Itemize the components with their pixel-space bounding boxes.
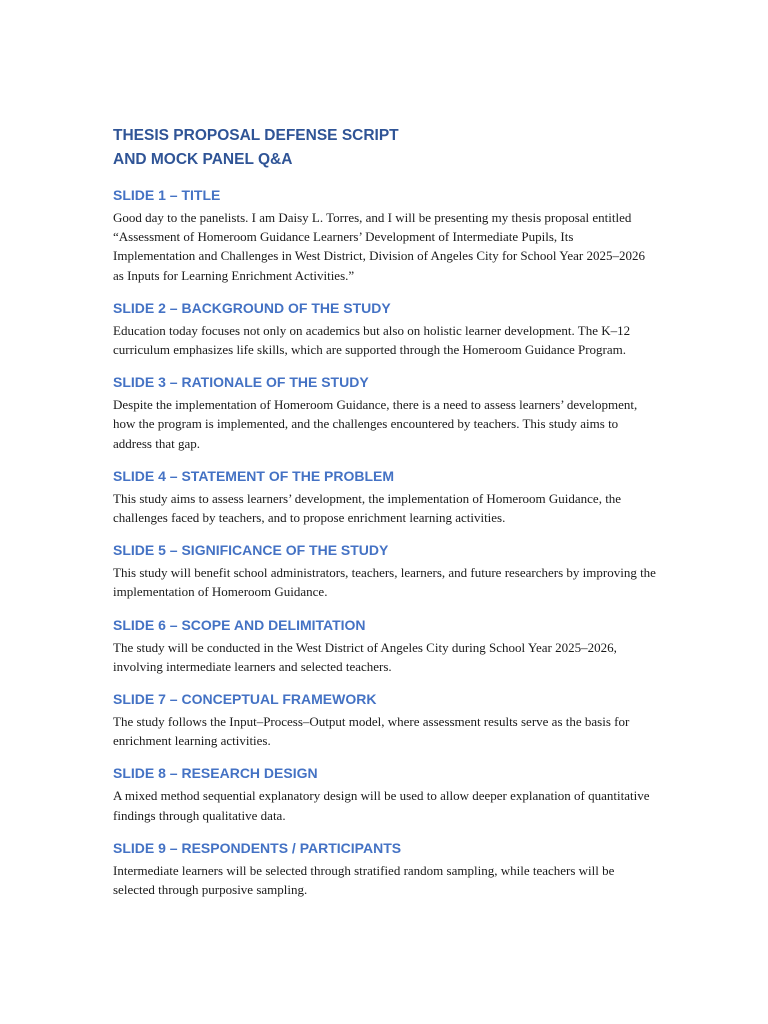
section-body: Good day to the panelists. I am Daisy L. Torres, and I will be presenting my thesis proposal entitled “Assessment of Homeroom Guidance Learners’ Development of Intermediate Pupils, Its Implementation and Challenges in West District, Division of Angeles City for School Year 2025–2026 as Inputs for Learning Enrichment Activities.” bbox=[113, 210, 646, 283]
section-body: This study will benefit school administrators, teachers, learners, and future researchers by improving the implementation of Homeroom Guidance. bbox=[113, 565, 656, 600]
section-heading: SLIDE 8 – RESEARCH DESIGN bbox=[113, 765, 318, 782]
section-slide-9 bbox=[113, 838, 658, 899]
section-heading: SLIDE 4 – STATEMENT OF THE PROBLEM bbox=[113, 467, 395, 484]
section-slide-4 bbox=[113, 466, 658, 527]
section-heading: SLIDE 2 – BACKGROUND OF THE STUDY bbox=[113, 299, 391, 316]
section-slide-8 bbox=[113, 763, 658, 824]
document-page bbox=[113, 124, 658, 912]
section-body: Intermediate learners will be selected through stratified random sampling, while teachers will be selected through purposive sampling. bbox=[113, 862, 615, 898]
section-body: The study will be conducted in the West District of Angeles City during School Year 2025–2026, involving intermediate learners and selected teachers. bbox=[113, 639, 617, 674]
document-title bbox=[113, 124, 658, 172]
document-title-line-1: THESIS PROPOSAL DEFENSE SCRIPT bbox=[113, 127, 399, 144]
section-body: The study follows the Input–Process–Output model, where assessment results serve as the basis for enrichment learning activities. bbox=[113, 714, 630, 749]
section-slide-3 bbox=[113, 372, 658, 453]
section-body: Despite the implementation of Homeroom Guidance, there is a need to assess learners’ development, how the program is implemented, and the challenges encountered by teachers. This study aims to address that gap. bbox=[113, 397, 638, 451]
section-body: This study aims to assess learners’ development, the implementation of Homeroom Guidance, the challenges faced by teachers, and to propose enrichment learning activities. bbox=[113, 490, 622, 526]
section-heading: SLIDE 5 – SIGNIFICANCE OF THE STUDY bbox=[113, 542, 389, 559]
section-slide-6 bbox=[113, 615, 658, 676]
section-slide-1 bbox=[113, 185, 658, 285]
document-title-line-2: AND MOCK PANEL Q&A bbox=[113, 151, 293, 168]
section-heading: SLIDE 9 – RESPONDENTS / PARTICIPANTS bbox=[113, 839, 402, 856]
section-slide-2 bbox=[113, 298, 658, 359]
section-body: Education today focuses not only on academics but also on holistic learner development. The K–12 curriculum emphasizes life skills, which are supported through the Homeroom Guidance Program. bbox=[113, 322, 631, 358]
section-heading: SLIDE 1 – TITLE bbox=[113, 187, 221, 203]
section-slide-5 bbox=[113, 540, 658, 601]
section-slide-7 bbox=[113, 689, 658, 750]
section-body: A mixed method sequential explanatory design will be used to allow deeper explanation of quantitative findings through qualitative data. bbox=[113, 788, 650, 823]
section-heading: SLIDE 7 – CONCEPTUAL FRAMEWORK bbox=[113, 691, 377, 708]
section-heading: SLIDE 6 – SCOPE AND DELIMITATION bbox=[113, 616, 366, 633]
section-heading: SLIDE 3 – RATIONALE OF THE STUDY bbox=[113, 374, 369, 391]
